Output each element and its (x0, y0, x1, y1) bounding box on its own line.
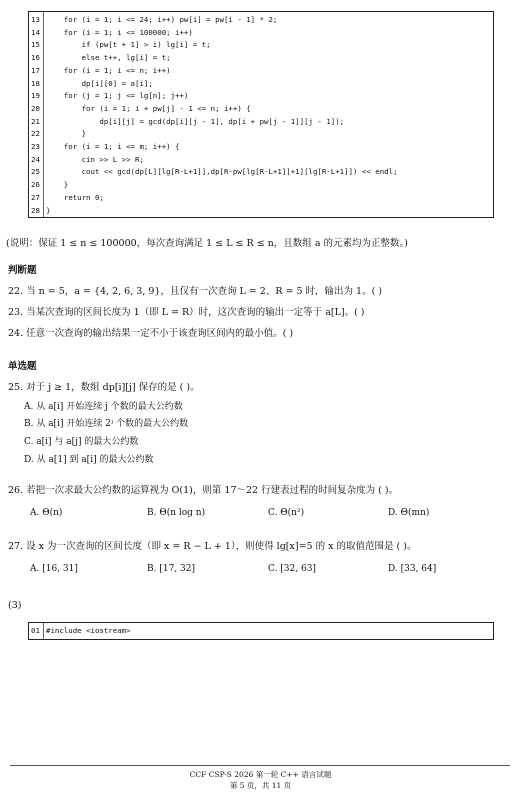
code-text: return 0; (46, 192, 104, 202)
code-text: } (46, 129, 87, 139)
line-number: 28 (31, 205, 40, 215)
line-number: 13 (31, 15, 40, 24)
line-number: 19 (31, 91, 40, 101)
section-3-label: (3) (8, 600, 22, 611)
code-text: dp[i][0] = a[i]; (46, 78, 153, 88)
footer-divider (10, 765, 510, 766)
code-text: for (i = 1; i <= m; i++) { (46, 142, 180, 151)
q25-option-d: D. 从 a[1] 到 a[i] 的最大公约数 (24, 455, 154, 465)
code-text: else t++, lg[i] = t; (46, 53, 171, 63)
question-25: 25. 对于 j ≥ 1，数组 dp[i][j] 保存的是 ( )。 (8, 382, 200, 393)
question-26: 26. 若把一次求最大公约数的运算视为 O(1)，则第 17～22 行建表过程的时间复杂度为 ( )。 (8, 485, 399, 496)
code-block-1 (28, 11, 494, 218)
code-text: } (46, 205, 51, 215)
line-number: 20 (31, 103, 40, 113)
code-text: for (j = 1; j <= lg[n]; j++) (46, 91, 189, 101)
q27-option-a: A. [16, 31] (30, 564, 78, 574)
question-24: 24. 任意一次查询的输出结果一定不小于该查询区间内的最小值。( ) (8, 328, 294, 339)
question-27: 27. 设 x 为一次查询的区间长度（即 x = R − L + 1），则使得 lg[x]=5 的 x 的取值范围是 ( )。 (8, 541, 417, 552)
q26-option-b: B. Θ(n log n) (147, 508, 206, 518)
q25-option-b: B. 从 a[i] 开始连续 2ʲ 个数的最大公约数 (24, 419, 189, 429)
line-number: 14 (31, 27, 40, 37)
line-number: 18 (31, 78, 40, 88)
code-text: for (i = 1; i <= n; i++) (46, 65, 171, 75)
q25-option-c: C. a[i] 与 a[j] 的最大公约数 (24, 437, 139, 447)
note-text: (说明：保证 1 ≤ n ≤ 100000，每次查询满足 1 ≤ L ≤ R ≤ n，且数组 a 的元素均为正整数。) (6, 238, 408, 249)
line-number: 15 (31, 40, 40, 50)
line-number: 17 (31, 65, 40, 75)
question-23: 23. 当某次查询的区间长度为 1（即 L = R）时，这次查询的输出一定等于 a[L]。( ) (8, 307, 365, 318)
q27-option-b: B. [17, 32] (147, 564, 195, 574)
code-text: dp[i][j] = gcd(dp[i][j - 1], dp[i + pw[j - 1]][j - 1]); (46, 116, 345, 126)
line-number: 24 (31, 154, 40, 164)
code-text: for (i = 1; i <= 24; i++) pw[i] = pw[i - 1] * 2; (46, 15, 278, 24)
code-text: cout << gcd(dp[L][lg[R-L+1]],dp[R-pw[lg[R-L+1]]+1][lg[R-L+1]]) << endl; (46, 167, 398, 177)
line-number: 23 (31, 142, 40, 151)
code-text: cin >> L >> R; (46, 154, 144, 164)
line-number: 27 (31, 192, 40, 202)
line-number: 16 (31, 53, 40, 63)
line-number: 25 (31, 167, 40, 177)
judge-heading: 判断题 (8, 265, 37, 276)
code-text: for (i = 1; i <= 100000; i++) (46, 27, 193, 37)
single-choice-heading: 单选题 (8, 361, 37, 372)
question-22: 22. 当 n = 5，a = {4, 2, 6, 3, 9}，且仅有一次查询 L = 2、R = 5 时，输出为 1。( ) (8, 286, 383, 297)
q26-option-a: A. Θ(n) (30, 508, 63, 518)
code-text: #include <iostream> (46, 626, 131, 635)
code-block-2 (28, 622, 494, 640)
q27-option-c: C. [32, 63] (268, 564, 316, 574)
code-text: } (46, 180, 69, 190)
q26-option-c: C. Θ(n²) (268, 508, 305, 518)
footer-page-number: 第 5 页，共 11 页 (229, 781, 292, 790)
line-number: 21 (31, 116, 40, 126)
line-number: 01 (31, 626, 40, 635)
q25-option-a: A. 从 a[i] 开始连续 j 个数的最大公约数 (24, 402, 183, 412)
line-number: 22 (31, 129, 40, 139)
line-number: 26 (31, 180, 40, 190)
code-text: if (pw[t + 1] > i) lg[i] = t; (46, 40, 211, 50)
footer-title: CCF CSP-S 2026 第一轮 C++ 语言试题 (189, 770, 332, 779)
code-text: for (i = 1; i + pw[j] - 1 <= n; i++) { (46, 103, 251, 113)
q26-option-d: D. Θ(mn) (388, 508, 430, 518)
q27-option-d: D. [33, 64] (388, 564, 437, 574)
